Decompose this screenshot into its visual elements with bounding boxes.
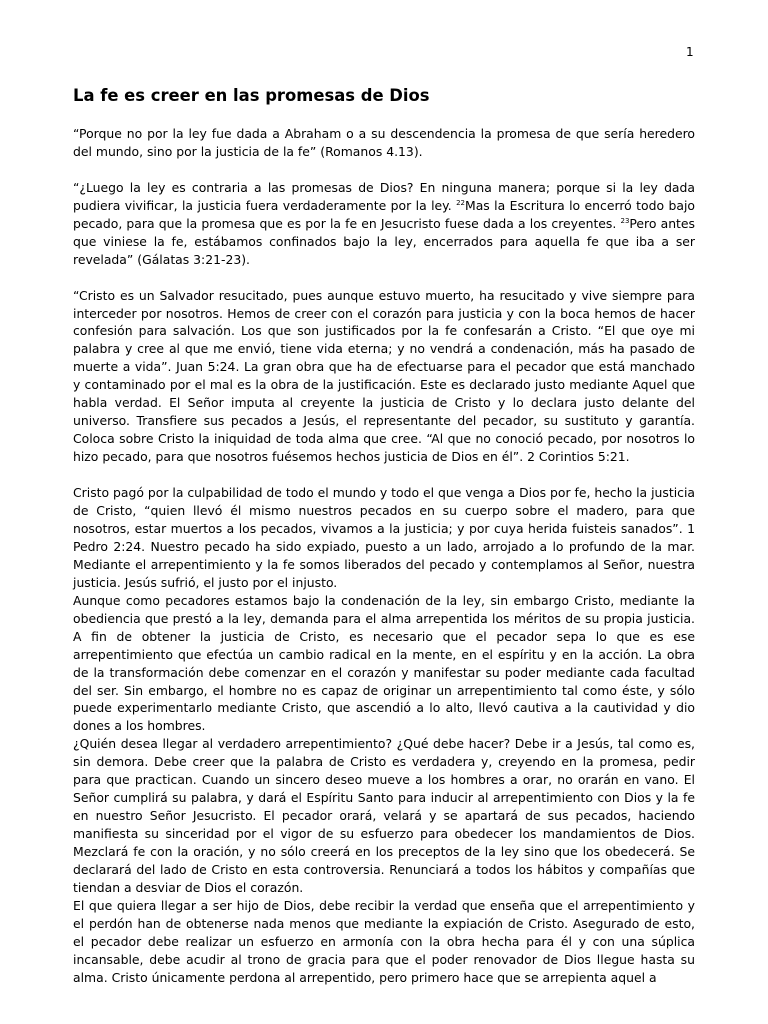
paragraph-child-of-god: El que quiera llegar a ser hijo de Dios, debe recibir la verdad que enseña que el arrepentimiento y el perdón han de obtenerse nada menos que mediante la expiación de Cristo. Asegurado de esto, el pecador debe realizar un esfuerzo en armonía con la obra hecha para él y con una súplica incansable, debe acudir al trono de gracia para que el poder renovador de Dios llegue hasta su alma. Cristo únicamente perdona al arrepentido, pero primero hace que se arrepienta aquel a [73,897,695,985]
galatians-text-part-1: “¿Luego la ley es contraria a las promesas de Dios? En ninguna manera; porque si la ley dada pudiera vivificar, la justicia fuera verdaderamente por la ley. [73,179,695,213]
paragraph-risen-savior: “Cristo es un Salvador resucitado, pues aunque estuvo muerto, ha resucitado y vive siempre para interceder por nosotros. Hemos de creer con el corazón para justicia y con la boca hemos de hacer confesión para salvación. Los que son justificados por la fe confesarán a Cristo. “El que oye mi palabra y cree al que me envió, tiene vida eterna; y no vendrá a condenación, más ha pasado de muerte a vida”. Juan 5:24. La gran obra que ha de efectuarse para el pecador que está manchado y contaminado por el mal es la obra de la justificación. Este es declarado justo mediante Aquel que habla verdad. El Señor imputa al creyente la justicia de Cristo y lo declara justo delante del universo. Transfiere sus pecados a Jesús, el representante del pecador, su sustituto y garantía. Coloca sobre Cristo la iniquidad de toda alma que cree. “Al que no conoció pecado, por nosotros lo hizo pecado, para que nosotros fuésemos hechos justicia de Dios en él”. 2 Corintios 5:21. [73,287,695,465]
verse-number-22: 22 [456,198,466,207]
page-number: 1 [686,45,694,59]
document-body [73,125,695,987]
paragraph-galatians-quote [73,179,695,269]
verse-number-23: 23 [620,216,630,225]
galatians-text-part-2: Mas la Escritura lo encerró todo bajo pecado, para que la promesa que es por la fe en Jesucristo fuese dada a los creyentes. [73,197,695,231]
paragraph-christ-paid: Cristo pagó por la culpabilidad de todo el mundo y todo el que venga a Dios por fe, hecho la justicia de Cristo, “quien llevó él mismo nuestros pecados en su cuerpo sobre el madero, para que nosotros, estar muertos a los pecados, vivamos a la justicia; y por cuya herida fuisteis sanados”. 1 Pedro 2:24. Nuestro pecado ha sido expiado, puesto a un lado, arrojado a lo profundo de la mar. Mediante el arrepentimiento y la fe somos liberados del pecado y contemplamos al Señor, nuestra justicia. Jesús sufrió, el justo por el injusto. [73,485,695,590]
paragraph-true-repentance: ¿Quién desea llegar al verdadero arrepentimiento? ¿Qué debe hacer? Debe ir a Jesús, tal como es, sin demora. Debe creer que la palabra de Cristo es verdadera y, creyendo en la promesa, pedir para que practican. Cuando un sincero deseo mueve a los hombres a orar, no orarán en vano. El Señor cumplirá su palabra, y dará el Espíritu Santo para inducir al arrepentimiento con Dios y la fe en nuestro Señor Jesucristo. El pecador orará, velará y se apartará de sus pecados, haciendo manifiesta su sinceridad por el vigor de su esfuerzo para obedecer los mandamientos de Dios. Mezclará fe con la oración, y no sólo creerá en los preceptos de la ley sino que los obedecerá. Se declarará del lado de Cristo en esta controversia. Renunciará a todos los hábitos y compañías que tiendan a desviar de Dios el corazón. [73,736,695,895]
document-title: La fe es creer en las promesas de Dios [73,86,430,105]
galatians-text-part-3: Pero antes que viniese la fe, estábamos confinados bajo la ley, encerrados para aquella fe que iba a ser revelada” (Gálatas 3:21-23). [73,215,695,267]
paragraph-romans-quote: “Porque no por la ley fue dada a Abraham o a su descendencia la promesa de que sería heredero del mundo, sino por la justicia de la fe” (Romanos 4.13). [73,126,695,159]
paragraph-condemnation: Aunque como pecadores estamos bajo la condenación de la ley, sin embargo Cristo, mediante la obediencia que prestó a la ley, demanda para el alma arrepentida los méritos de su propia justicia. A fin de obtener la justicia de Cristo, es necesario que el pecador sepa lo que es ese arrepentimiento que efectúa un cambio radical en la mente, en el espíritu y en la acción. La obra de la transformación debe comenzar en el corazón y manifestar su poder mediante cada facultad del ser. Sin embargo, el hombre no es capaz de originar un arrepentimiento tal como éste, y sólo puede experimentarlo mediante Cristo, que ascendió a lo alto, llevó cautiva a la cautividad y dio dones a los hombres. [73,592,695,734]
